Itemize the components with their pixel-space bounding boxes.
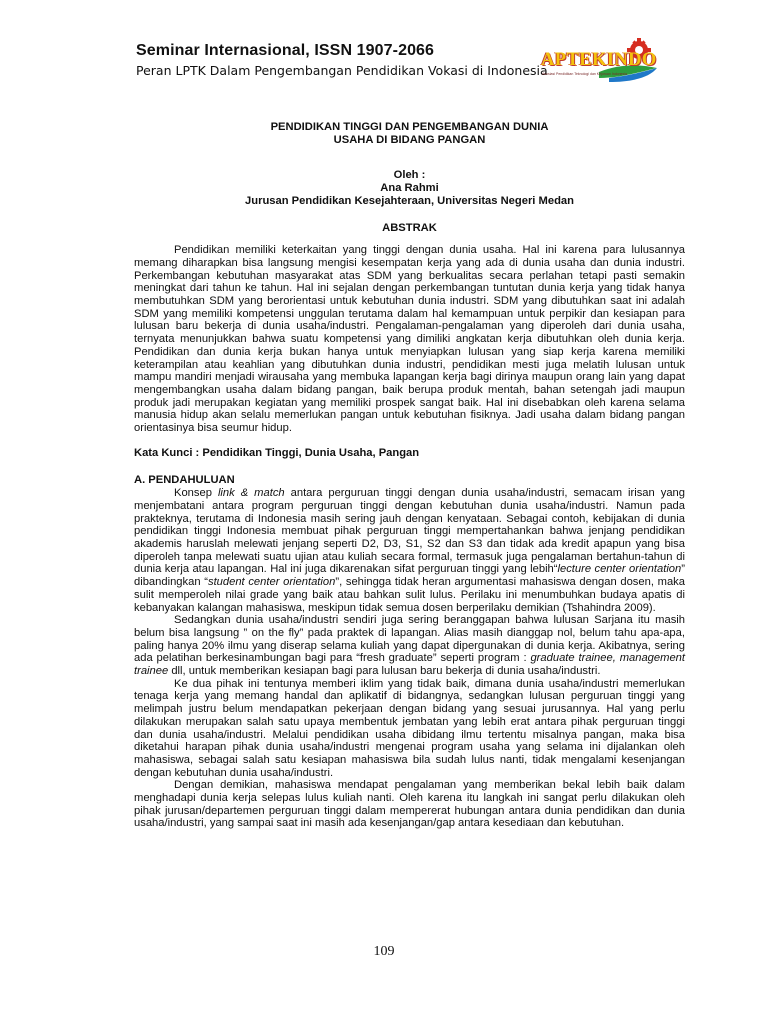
author-affiliation: Jurusan Pendidikan Kesejahteraan, Universitas Negeri Medan: [245, 194, 574, 207]
paper-title-line1: PENDIDIKAN TINGGI DAN PENGEMBANGAN DUNIA: [270, 121, 549, 133]
paper-title: [134, 121, 685, 146]
intro-paragraph-2: Sedangkan dunia usaha/industri sendiri juga sering beranggapan bahwa lulusan Sarjana itu masih belum bisa langsung ” on the fly” pada praktek di lapangan. Alias masih dianggap nol, belum tahu apa-apa, paling hanya 20% ilmu yang diserap selama kuliah yang dapat dipergunakan di dunia kerja. Akibatnya, sering ada pelatihan berkesinambungan bagi para “fresh graduate” seperti program : graduate trainee, management trainee dll, untuk memberikan kesiapan bagi para lulusan baru bekerja di dunia usaha/industri.: [134, 614, 686, 678]
author-name: Ana Rahmi: [380, 182, 439, 195]
intro-paragraph-3: Ke dua pihak ini tentunya memberi iklim yang tidak baik, dimana dunia usaha/industri memerlukan tenaga kerja yang memang handal dan aplikatif di bidangnya, sedangkan lulusan perguruan tinggi yang melimpah justru belum mendapatkan pekerjaan dengan bidang yang sesuai jurusannya. Hal yang perlu dilakukan merupakan salah satu upaya membentuk jembatan yang lebih erat antara pihak perguruan tinggi dan dunia usaha/industri. Melalui pendidikan usaha dibidang ilmu tertentu misalnya pangan, maka bisa diketahui harapan pihak dunia usaha/industri mengenai program usaha yang selama ini dijalankan oleh mahasiswa, sebagai salah satu kesiapan mahasiswa bila sudah lulus nanti, tidak mengalami kesenjangan dengan kebutuhan dunia usaha/industri.: [134, 677, 685, 779]
paper-body: [134, 121, 685, 830]
page-number: 109: [373, 944, 395, 959]
seminar-subtitle: Peran LPTK Dalam Pengembangan Pendidikan Vokasi di Indonesia: [136, 63, 548, 78]
intro-paragraph-4: Dengan demikian, mahasiswa mendapat pengalaman yang memberikan bekal lebih baik dalam menghadapi dunia kerja selepas lulus kuliah nanti. Oleh karena itu langkah ini sangat perlu dilakukan oleh pihak jurusan/departemen perguruan tinggi dalam mempererat hubungan antara dunia pendidikan dan dunia usaha/industri, yang sampai saat ini masih ada kesenjangan/gap antara kesediaan dan kebutuhan.: [134, 779, 685, 830]
logo-text: APTEKINDO: [541, 50, 657, 70]
logo-subtext: Asosiasi Pendidikan Teknologi dan Kejuruan Indonesia: [542, 72, 627, 76]
author-block: [134, 169, 685, 207]
section-heading: A. PENDAHULUAN: [134, 474, 235, 487]
keywords: Kata Kunci : Pendidikan Tinggi, Dunia Usaha, Pangan: [134, 446, 420, 459]
seminar-title: Seminar Internasional, ISSN 1907-2066: [136, 42, 435, 59]
paper-title-line2: USAHA DI BIDANG PANGAN: [333, 133, 486, 146]
aptekindo-logo: [539, 38, 659, 86]
intro-paragraph-1: Konsep link & match antara perguruan tinggi dengan dunia usaha/industri, semacam irisan yang menjembatani antara program perguruan tinggi dengan kebutuhan dunia usaha/industri. Namun pada prakteknya, terutama di Indonesia masih sering jauh dengan kenyataan. Sebagai contoh, kebijakan di dunia pendidikan tinggi Indonesia membuat pihak perguruan tinggi mempertahankan bahwa jenjang pendidikan akademis haruslah melewati jenjang seperti D2, D3, S1, S2 dan S3 dan tidak ada kredit apapun yang bisa diperoleh tanpa melewati suatu ujian atau kuliah secara formal, termasuk juga pengalaman bertahun-tahun di dunia kerja atau lapangan. Hal ini juga dikarenakan sifat perguruan tinggi yang lebih“lecture center orientation” dibandingkan “student center orientation”, sehingga tidak heran argumentasi mahasiswa dengan dosen, maka sulit memperoleh nilai grade yang baik atau bahkan sulit lulus. Perilaku ini menumbuhkan budaya apatis di kebanyakan kalangan mahasiswa, meskipun tidak semua dosen berperilaku demikian (Tshahindra 2009).: [134, 487, 685, 614]
abstract-text: Pendidikan memiliki keterkaitan yang tinggi dengan dunia usaha. Hal ini karena para lulusannya memang diharapkan bisa langsung mengisi kesempatan kerja yang ada di dunia usaha dan dunia industri. Perkembangan kebutuhan masyarakat atas SDM yang berkualitas secara perlahan tetapi pasti semakin meningkat dari tahun ke tahun. Hal ini sejalan dengan perkembangan tuntutan dunia kerja yang tidak hanya membutuhkan SDM yang berorientasi untuk kebutuhan dunia industri. SDM yang dibutuhkan saat ini adalah SDM yang memiliki kompetensi unggulan terutama dalam hal kemampuan untuk perpikir dan kesiapan para lulusan baru bekerja di dunia usaha/industri. Pengalaman-pengalaman yang diperoleh dari dunia usaha, ternyata menunjukkan bahwa suatu kompetensi yang dimiliki angkatan kerja dibutuhkan oleh dunia kerja. Pendidikan dan dunia kerja bukan hanya untuk menyiapkan lulusan yang siap kerja karena memiliki keterampilan atau keahlian yang dibutuhkan dunia industri, pendidikan mesti juga melatih lulusan untuk mampu mandiri menjadi wirausaha yang membuka lapangan kerja bagi dirinya maupun orang lain yang dapat mengembangkan usaha dalam bidang pangan, baik berupa produk mentah, bahan setengah jadi maupun produk jadi merupakan kegiatan yang memiliki prospek sangat baik. Hal ini disebabkan oleh karena selama manusia hidup akan selalu memerlukan pangan untuk kebutuhan fisiknya. Jadi usaha dalam bidang pangan orientasinya bisa seumur hidup.: [134, 244, 685, 435]
author-by: Oleh :: [393, 169, 426, 182]
abstract-heading: ABSTRAK: [382, 221, 437, 234]
